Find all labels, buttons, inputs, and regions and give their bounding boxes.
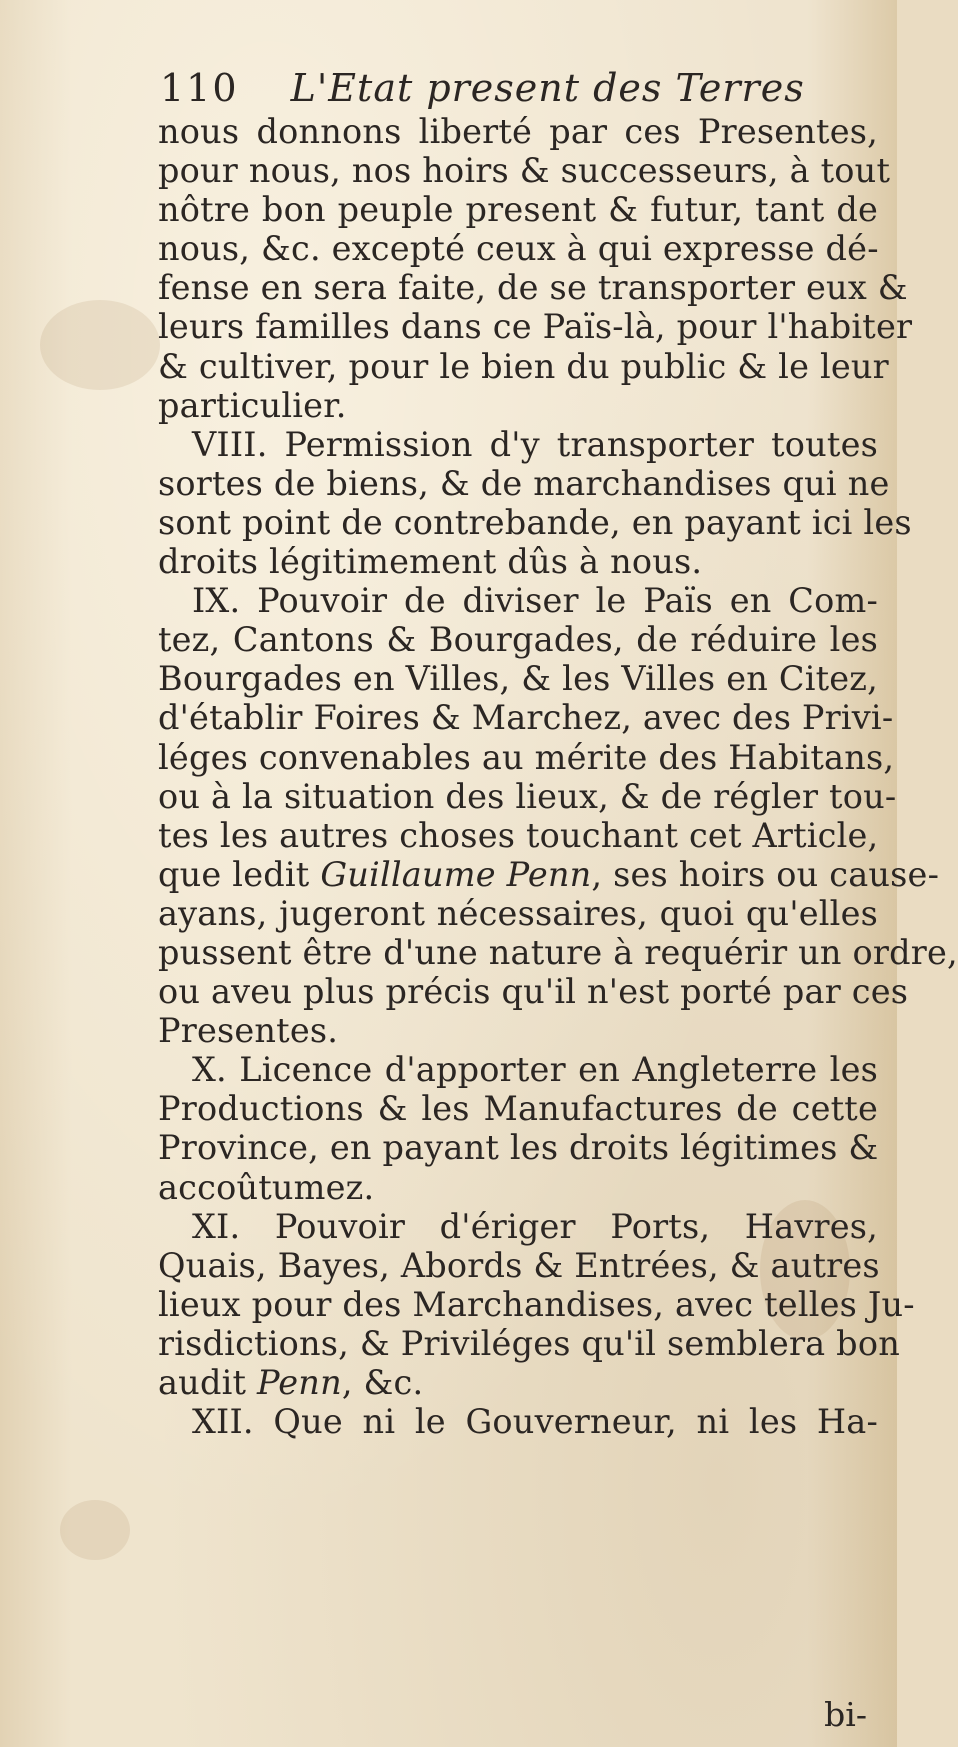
text-line [158, 816, 878, 855]
text-line [158, 346, 889, 386]
italic-name: Guillaume Penn [320, 854, 592, 894]
text-segment: pour nous, nos hoirs & successeurs, à tout [158, 151, 891, 191]
page-number: 110 [160, 66, 239, 110]
text-segment: accoûtumez. [158, 1167, 375, 1207]
text-line [158, 542, 878, 581]
text-segment: d'établir Foires & Marchez, avec des Privi- [158, 698, 894, 738]
text-segment: IX. Pouvoir de diviser le Païs en Com- [192, 581, 878, 621]
text-line [158, 581, 878, 620]
italic-name: Penn [257, 1363, 342, 1402]
text-line [158, 1050, 878, 1089]
text-line [158, 190, 878, 229]
catchword: bi- [824, 1695, 867, 1734]
text-line [158, 268, 908, 308]
text-line [158, 1284, 915, 1324]
text-segment: Province, en payant les droits légitimes & [158, 1128, 879, 1168]
text-segment: que ledit [158, 854, 321, 894]
text-line [158, 698, 894, 738]
text-line [158, 737, 895, 777]
text-segment: Presentes. [158, 1011, 339, 1051]
text-segment: ou à la situation des lieux, & de régler tou- [158, 776, 897, 816]
paper-stain [40, 300, 160, 390]
text-line [158, 1207, 878, 1246]
text-line [158, 1168, 878, 1207]
text-line [158, 659, 878, 698]
paper-stain [60, 1500, 130, 1560]
text-segment: tez, Cantons & Bourgades, de réduire les [158, 620, 878, 660]
text-segment: nous, &c. excepté ceux à qui expresse dé- [158, 229, 879, 269]
text-segment: tes les autres choses touchant cet Article, [158, 815, 879, 855]
text-line [158, 1402, 878, 1441]
text-segment: X. Licence d'apporter en Angleterre les [192, 1050, 878, 1090]
text-line [158, 932, 958, 972]
page-header [160, 62, 860, 114]
text-segment: sont point de contrebande, en payant ici les [158, 502, 912, 542]
text-segment: Bourgades en Villes, & les Villes en Citez, [158, 659, 878, 699]
text-line [158, 854, 940, 894]
text-segment: droits légitimement dûs à nous. [158, 542, 703, 582]
text-segment: , ses hoirs ou cause- [591, 854, 940, 894]
text-segment: XI. Pouvoir d'ériger Ports, Havres, [192, 1206, 878, 1246]
text-line [158, 776, 897, 816]
text-line [158, 1246, 878, 1285]
text-line [158, 1128, 878, 1167]
text-segment: audit [158, 1363, 258, 1402]
text-segment: ou aveu plus précis qu'il n'est porté par ces [158, 972, 909, 1012]
text-segment: fense en sera faite, de se transporter eux & [158, 268, 908, 308]
text-line [158, 151, 891, 191]
text-segment: XII. Que ni le Gouverneur, ni les Ha- [192, 1402, 878, 1442]
body-text [158, 112, 958, 1442]
text-segment: particulier. [158, 385, 347, 425]
text-line [158, 1363, 878, 1402]
running-head: L'Etat present des Terres [290, 66, 805, 110]
text-segment: & cultiver, pour le bien du public & le leur [158, 346, 889, 386]
text-segment: risdictions, & Priviléges qu'il semblera bon [158, 1323, 900, 1363]
text-line [158, 894, 878, 933]
text-segment: léges convenables au mérite des Habitans, [158, 737, 895, 777]
text-segment: lieux pour des Marchandises, avec telles Ju- [158, 1284, 915, 1324]
text-segment: , &c. [341, 1363, 424, 1402]
text-segment: Quais, Bayes, Abords & Entrées, & autres [158, 1245, 880, 1285]
text-segment: leurs familles dans ce Païs-là, pour l'habiter [158, 307, 913, 347]
text-line [158, 1323, 900, 1363]
text-segment: pussent être d'une nature à requérir un ordre, [158, 932, 958, 972]
text-line [158, 425, 878, 464]
text-line [158, 1011, 878, 1050]
text-line [158, 229, 878, 268]
text-segment: Productions & les Manufactures de cette [158, 1089, 878, 1129]
text-line [158, 620, 878, 659]
text-line [158, 502, 912, 542]
text-segment: nous donnons liberté par ces Presentes, [158, 112, 878, 151]
text-segment: VIII. Permission d'y transporter toutes [192, 424, 878, 464]
text-line [158, 307, 913, 347]
text-line [158, 112, 878, 151]
text-line [158, 1089, 878, 1128]
text-segment: nôtre bon peuple present & futur, tant de [158, 190, 878, 230]
text-line [158, 386, 878, 425]
text-line [158, 463, 890, 503]
text-line [158, 972, 909, 1012]
text-segment: sortes de biens, & de marchandises qui ne [158, 463, 890, 503]
text-segment: ayans, jugeront nécessaires, quoi qu'elles [158, 893, 878, 933]
